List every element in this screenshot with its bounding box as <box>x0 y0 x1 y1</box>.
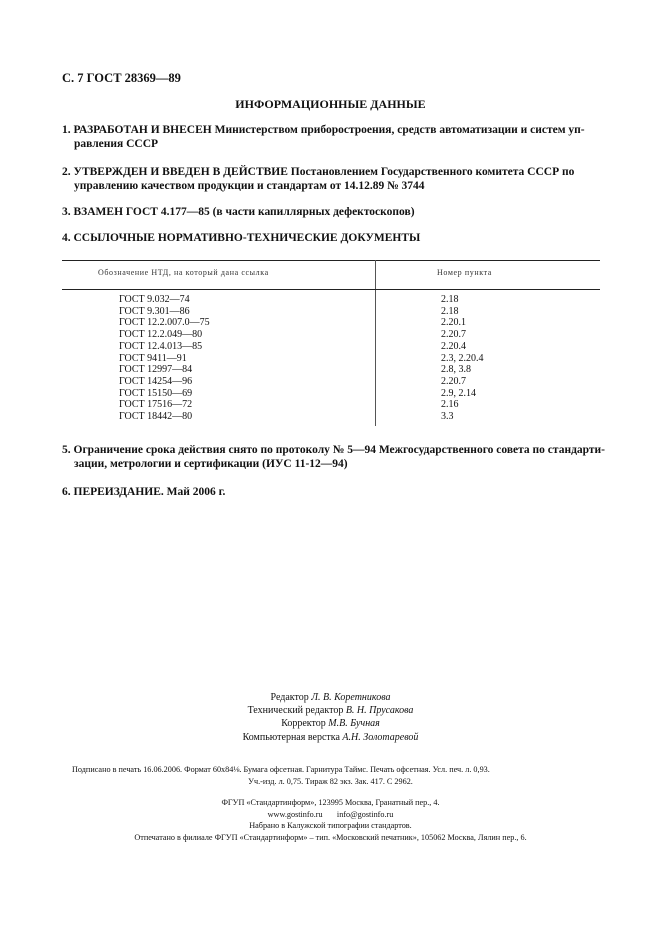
ntd-designation: ГОСТ 12.2.049—80 <box>119 329 203 341</box>
info-item-2 <box>62 165 610 193</box>
ntd-designation: ГОСТ 9411—91 <box>119 352 187 364</box>
clause-number: 2.9, 2.14 <box>441 387 476 399</box>
table-top-rule <box>62 260 600 261</box>
table-row <box>119 353 539 365</box>
info-item-1 <box>62 123 610 151</box>
info-item-2-line1: 2. УТВЕРЖДЕН И ВВЕДЕН В ДЕЙСТВИЕ Постановлением Государственного комитета СССР по <box>62 166 575 178</box>
table-header-clause: Номер пункта <box>437 268 492 277</box>
ntd-designation: ГОСТ 12997—84 <box>119 364 193 376</box>
publisher-website[interactable]: www.gostinfo.ru <box>267 810 323 819</box>
clause-number: 2.20.7 <box>441 329 466 341</box>
table-row <box>119 399 539 411</box>
table-header-rule <box>62 289 600 290</box>
credit-tech-editor: Технический редактор В. Н. Прусакова <box>247 705 414 717</box>
publisher-contacts <box>0 809 661 821</box>
table-row <box>119 317 539 329</box>
info-item-5-line2: зации, метрологии и сертификации (ИУС 11-12—94) <box>74 458 348 470</box>
printing-note: Отпечатано в филиале ФГУП «Стандартинформ» – тип. «Московский печатник», 105062 Москва, Лялин пер., 6. <box>134 833 527 842</box>
table-row <box>119 306 539 318</box>
clause-number: 2.18 <box>441 305 459 317</box>
typesetting-note: Набрано в Калужской типографии стандартов. <box>249 821 412 830</box>
table-header-document: Обозначение НТД, на который дана ссылка <box>98 268 269 277</box>
table-row <box>119 294 539 306</box>
imprint-line-2: Уч.-изд. л. 0,75. Тираж 82 экз. Зак. 417. С 2962. <box>248 777 413 786</box>
info-item-1-line2: равления СССР <box>74 138 159 150</box>
table-row <box>119 364 539 376</box>
clause-number: 2.20.4 <box>441 340 466 352</box>
ntd-designation: ГОСТ 9.032—74 <box>119 294 190 305</box>
info-item-3: 3. ВЗАМЕН ГОСТ 4.177—85 (в части капиллярных дефектоскопов) <box>62 206 415 218</box>
ntd-designation: ГОСТ 17516—72 <box>119 399 193 411</box>
credit-layout: Компьютерная верстка А.Н. Золотаревой <box>242 731 419 743</box>
ntd-designation: ГОСТ 12.4.013—85 <box>119 340 203 352</box>
info-item-5-line1: 5. Ограничение срока действия снято по протоколу № 5—94 Межгосударственного совета по стандарти- <box>62 444 605 456</box>
clause-number: 2.18 <box>441 294 459 305</box>
clause-number: 3.3 <box>441 411 454 422</box>
info-item-4: 4. ССЫЛОЧНЫЕ НОРМАТИВНО-ТЕХНИЧЕСКИЕ ДОКУМЕНТЫ <box>62 232 421 244</box>
page-header: С. 7 ГОСТ 28369—89 <box>62 71 181 85</box>
info-item-2-line2: управлению качеством продукции и стандартам от 14.12.89 № 3744 <box>74 180 425 192</box>
ntd-designation: ГОСТ 9.301—86 <box>119 305 190 317</box>
publisher-email[interactable]: info@gostinfo.ru <box>336 810 394 819</box>
info-item-1-line1: 1. РАЗРАБОТАН И ВНЕСЕН Министерством приборостроения, средств автоматизации и систем уп- <box>62 124 585 136</box>
credit-editor: Редактор Л. В. Коретникова <box>270 692 391 703</box>
clause-number: 2.20.7 <box>441 375 466 387</box>
info-item-6: 6. ПЕРЕИЗДАНИЕ. Май 2006 г. <box>62 486 226 498</box>
clause-number: 2.8, 3.8 <box>441 364 471 376</box>
imprint-line-1: Подписано в печать 16.06.2006. Формат 60x84⅛. Бумага офсетная. Гарнитура Таймс. Печать офсетная. Усл. печ. л. 0,93. <box>72 765 490 774</box>
clause-number: 2.3, 2.20.4 <box>441 352 484 364</box>
table-row <box>119 376 539 388</box>
credits-block <box>0 691 661 744</box>
ntd-designation: ГОСТ 12.2.007.0—75 <box>119 317 210 329</box>
ntd-designation: ГОСТ 14254—96 <box>119 375 193 387</box>
table-row <box>119 341 539 353</box>
credit-corrector: Корректор М.В. Бучная <box>281 718 380 730</box>
section-title: ИНФОРМАЦИОННЫЕ ДАННЫЕ <box>235 97 426 111</box>
info-item-5 <box>62 443 610 471</box>
ntd-designation: ГОСТ 15150—69 <box>119 387 193 399</box>
clause-number: 2.20.1 <box>441 317 466 329</box>
ntd-designation: ГОСТ 18442—80 <box>119 411 193 422</box>
publisher-address: ФГУП «Стандартинформ», 123995 Москва, Гранатный пер., 4. <box>221 798 440 807</box>
table-row <box>119 411 539 423</box>
table-row <box>119 329 539 341</box>
clause-number: 2.16 <box>441 399 459 411</box>
table-row <box>119 388 539 400</box>
